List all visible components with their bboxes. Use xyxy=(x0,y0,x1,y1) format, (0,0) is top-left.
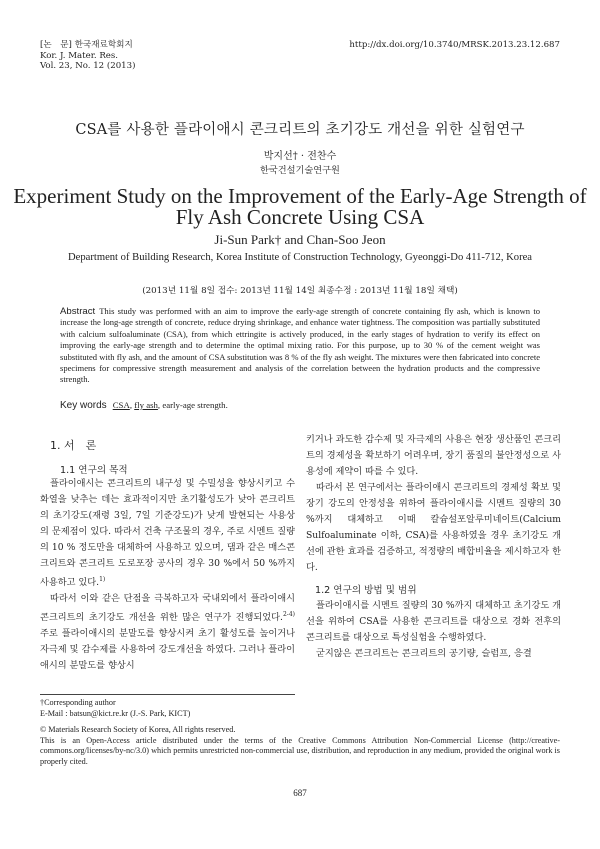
page-number: 687 xyxy=(293,788,307,798)
paragraph: 굳지않은 콘크리트는 콘크리트의 공기량, 슬럼프, 응결 xyxy=(316,648,532,659)
title-english-line1: Experiment Study on the Improvement of the Early-Age Strength of xyxy=(13,184,587,208)
journal-name-en: Kor. J. Mater. Res. xyxy=(40,50,119,61)
copyright-notice: © Materials Research Society of Korea, All rights reserved. xyxy=(40,725,236,735)
authors-english: Ji-Sun Park† and Chan-Soo Jeon xyxy=(214,232,386,247)
journal-header xyxy=(40,40,135,72)
abstract-text: This study was performed with an aim to improve the early-age strength of concrete containing fly ash, which is known to increase the long-age strength of concrete, reduce drying shrinkage, and enhance water tightness. The composition was partially substituted with calcium sulfoaluminate (CSA), from which ettringite is actively produced, in the early stages of hydration to verify its effect on improving the early-age strength and to determine the optimal mixing ratio. For this purpose, up to 30 % of the cement weight was substituted with fly ash, and the amount of CSA substitution was 8 % of the fly ash weight. The mixtures were then fabricated into concrete specimens for compressive strength measurement and analysis of the correlation between the hydration products and the compressive strength. xyxy=(60,306,540,385)
section-heading-introduction: 1. 서 론 xyxy=(50,439,97,452)
paragraph: 키거나 과도한 감수제 및 자극제의 사용은 현장 생산품인 콘크리트의 경제성을 확보하기 어려우며, 장기 품질의 불안정성으로 사용성에 제약이 따를 수 있다. xyxy=(306,434,561,477)
keyword-fly-ash: fly ash xyxy=(134,400,158,410)
keyword-rest: , early-age strength. xyxy=(157,400,228,410)
submission-dates: (2013년 11월 8일 접수: 2013년 11월 14일 최종수정 : 2013년 11월 18일 채택) xyxy=(142,286,458,296)
subsection-heading-purpose: 1.1 연구의 목적 xyxy=(60,465,128,476)
paragraph-text: 따라서 이와 같은 단점을 극복하고자 국내외에서 플라이애시 콘크리트의 초기강도 개선을 위한 많은 연구가 진행되었다. xyxy=(40,593,295,624)
footnote xyxy=(40,698,560,768)
authors-korean: 박지선† · 전찬수 xyxy=(263,151,337,162)
reference-marker: 2-4) xyxy=(282,611,295,619)
license-notice: This is an Open-Access article distributed under the terms of the Creative Commons Attribution Non-Commercial License (http://creative-commons.org/licenses/by-nc/3.0) which permits unrestricted non-commercial use, distribution, and reproduction in any medium, provided the original work is properly cited. xyxy=(40,735,560,766)
reference-marker: 1) xyxy=(99,576,106,583)
author-email: E-Mail : batsun@kict.re.kr (J.-S. Park, KICT) xyxy=(40,708,191,718)
keywords-label: Key words xyxy=(60,400,107,411)
journal-name-ko: [논 문] 한국재료학회지 xyxy=(40,40,133,50)
keyword-csa: CSA xyxy=(112,400,130,410)
paragraph: 따라서 본 연구에서는 플라이애시 콘크리트의 경제성 확보 및 장기 강도의 안정성을 위하여 플라이애시를 시멘트 질량의 30 %까지 대체하고 이때 칼슘설포알루미네이트(Calcium Sulfoaluminate 이하, CSA)를 사용하였을 경우 초기강도 개선에 관한 효과를 검증하고, 적정량의 배합비율을 제시하고자 한다. xyxy=(306,482,561,573)
footnote-divider xyxy=(40,694,295,695)
subsection-heading-method: 1.2 연구의 방법 및 범위 xyxy=(315,585,417,596)
left-column-body xyxy=(40,476,295,674)
paragraph-text: 주로 플라이애시의 분말도를 향상시켜 초기 활성도를 높이거나 자극제 및 감수제를 사용하여 강도개선을 하였다. 그러나 플라이애시의 분말도를 향상시 xyxy=(40,628,295,672)
doi-link[interactable]: http://dx.doi.org/10.3740/MRSK.2013.23.12.687 xyxy=(349,40,560,50)
paragraph: 플라이애시를 시멘트 질량의 30 %까지 대체하고 초기강도 개선을 위하여 CSA를 사용한 콘크리트를 대상으로 경화 전후의 콘크리트를 대상으로 특성실험을 수행하였다. xyxy=(306,600,561,643)
paragraph-text: 플라이애시는 콘크리트의 내구성 및 수밀성을 향상시키고 수화열을 낮추는 데는 효과적이지만 초기활성도가 낮아 콘크리트의 초기강도(재령 3일, 7일 기준강도)가 낮게 발현되는 사용상의 문제점이 있다. 따라서 건축 구조물의 경우, 주로 시멘트 질량의 10 % 정도만을 대체하여 사용하고 있으며, 댐과 같은 매스콘크리트와 콘크리트 도로포장 공사의 경우 30 %에서 50 %까지 사용하고 있다. xyxy=(40,478,295,589)
keyword-separator: , xyxy=(129,400,135,410)
paragraph xyxy=(40,476,295,591)
paragraph xyxy=(40,591,295,674)
right-column-body-2 xyxy=(306,598,561,662)
journal-volume: Vol. 23, No. 12 (2013) xyxy=(40,61,136,71)
right-column-body xyxy=(306,432,561,576)
abstract-label: Abstract xyxy=(60,306,96,317)
abstract xyxy=(60,306,540,386)
title-english-line2: Fly Ash Concrete Using CSA xyxy=(175,205,425,229)
keywords xyxy=(60,400,540,411)
corresponding-author: †Corresponding author xyxy=(40,698,116,707)
title-korean: CSA를 사용한 플라이애시 콘크리트의 초기강도 개선을 위한 실험연구 xyxy=(75,122,525,138)
affiliation-english: Department of Building Research, Korea Institute of Construction Technology, Gyeonggi-Do 411-712, Korea xyxy=(68,252,532,263)
affiliation-korean: 한국건설기술연구원 xyxy=(260,165,340,176)
